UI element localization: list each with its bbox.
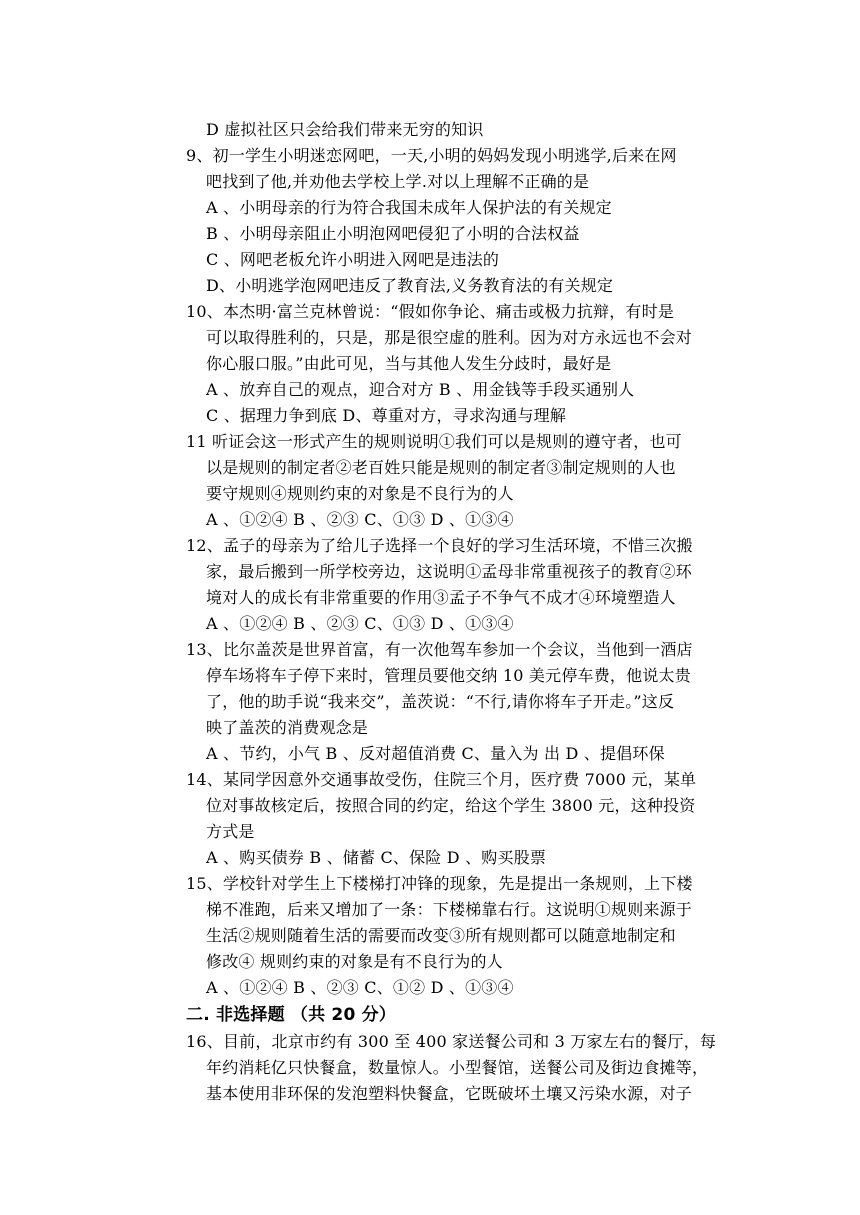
question-9-option-b: B 、小明母亲阻止小明泡网吧侵犯了小明的合法权益 [206,224,580,243]
question-14-stem-cont: 位对事故核定后，按照合同的约定，给这个学生 3800 元，这种投资 [206,796,696,815]
question-9-stem: 9、初一学生小明迷恋网吧，一天,小明的妈妈发现小明逃学,后来在网 [186,146,677,165]
question-10-stem: 10、本杰明·富兰克林曾说：“假如你争论、痛击或极力抗辩，有时是 [186,302,675,321]
question-13-stem: 13、比尔盖茨是世界首富，有一次他驾车参加一个会议，当他到一酒店 [186,640,693,659]
question-15-stem-cont: 修改④ 规则约束的对象是有不良行为的人 [206,952,503,971]
question-16-stem-cont: 年约消耗亿只快餐盒，数量惊人。小型餐馆，送餐公司及街边食摊等， [206,1058,709,1077]
question-12-stem-cont: 家，最后搬到一所学校旁边，这说明①孟母非常重视孩子的教育②环 [206,562,693,581]
question-14-options: A 、购买债券 B 、储蓄 C、保险 D 、购买股票 [206,848,547,867]
question-11-stem: 11 听证会这一形式产生的规则说明①我们可以是规则的遵守者，也可 [186,432,682,451]
question-10-options-ab: A 、放弃自己的观点，迎合对方 B 、用金钱等手段买通别人 [206,380,635,399]
question-12-stem-cont: 境对人的成长有非常重要的作用③孟子不争气不成才④环境塑造人 [206,588,676,607]
question-15-stem-cont: 生活②规则随着生活的需要而改变③所有规则都可以随意地制定和 [206,926,676,945]
question-9-stem-cont: 吧找到了他,并劝他去学校上学.对以上理解不正确的是 [206,172,590,191]
question-15-stem-cont: 梯不准跑，后来又增加了一条：下楼梯靠右行。这说明①规则来源于 [206,900,693,919]
question-12-options: A 、①②④ B 、②③ C、①③ D 、①③④ [206,614,514,633]
question-10-stem-cont: 你心服口服。”由此可见，当与其他人发生分歧时，最好是 [206,354,612,373]
question-10-stem-cont: 可以取得胜利的，只是，那是很空虚的胜利。因为对方永远也不会对 [206,328,693,347]
question-13-stem-cont: 停车场将车子停下来时，管理员要他交纳 10 美元停车费，他说太贵 [206,666,691,685]
question-9-option-d: D、小明逃学泡网吧违反了教育法,义务教育法的有关规定 [206,276,614,295]
question-13-stem-cont: 映了盖茨的消费观念是 [206,718,369,737]
question-12-stem: 12、孟子的母亲为了给儿子选择一个良好的学习生活环境，不惜三次搬 [186,536,693,555]
question-16-stem: 16、目前，北京市约有 300 至 400 家送餐公司和 3 万家左右的餐厅，每 [186,1032,717,1051]
question-11-stem-cont: 以是规则的制定者②老百姓只能是规则的制定者③制定规则的人也 [206,458,676,477]
question-15-options: A 、①②④ B 、②③ C、①② D 、①③④ [206,978,514,997]
question-15-stem: 15、学校针对学生上下楼梯打冲锋的现象，先是提出一条规则，上下楼 [186,874,693,893]
question-13-options: A 、节约，小气 B 、反对超值消费 C、量入为 出 D 、提倡环保 [206,744,665,763]
question-13-stem-cont: 了，他的助手说“我来交”，盖茨说：“不行,请你将车子开走。”这反 [206,692,675,711]
question-14-stem: 14、某同学因意外交通事故受伤，住院三个月，医疗费 7000 元，某单 [186,770,697,789]
question-11-options: A 、①②④ B 、②③ C、①③ D 、①③④ [206,510,514,529]
question-9-option-c: C 、网吧老板允许小明进入网吧是违法的 [206,250,500,269]
question-11-stem-cont: 要守规则④规则约束的对象是不良行为的人 [206,484,514,503]
question-9-option-a: A 、小明母亲的行为符合我国未成年人保护法的有关规定 [206,198,612,217]
section-heading-non-choice: 二. 非选择题 （共 20 分） [186,1005,396,1025]
question-8-option-d: D 虚拟社区只会给我们带来无穷的知识 [206,120,484,139]
question-10-options-cd: C 、据理力争到底 D、尊重对方，寻求沟通与理解 [206,406,567,425]
question-14-stem-cont: 方式是 [206,822,255,841]
question-16-stem-cont: 基本使用非环保的发泡塑料快餐盒，它既破坏土壤又污染水源，对子 [206,1084,693,1103]
